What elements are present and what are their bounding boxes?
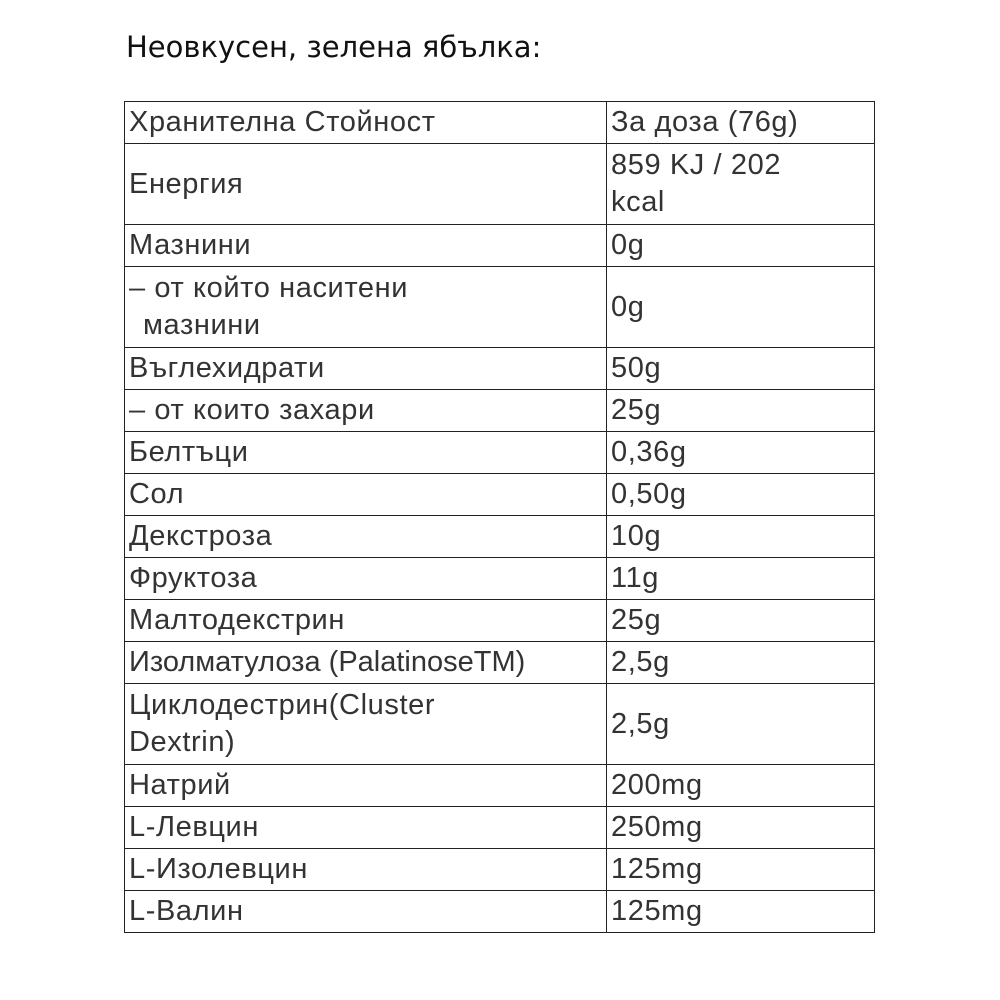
nutrient-name <box>125 642 607 684</box>
nutrient-value-line: kcal <box>611 186 665 218</box>
table-row <box>125 891 875 933</box>
table-row <box>125 807 875 849</box>
nutrient-value-line: 11g <box>611 562 660 594</box>
nutrient-value <box>607 225 875 267</box>
nutrient-name-line: Изолматулоза (PalatinoseTM) <box>129 646 526 678</box>
nutrient-value <box>607 267 875 348</box>
nutrient-name-line: мазнини <box>143 309 261 341</box>
nutrient-value-line: 200mg <box>611 769 703 801</box>
nutrient-name <box>125 432 607 474</box>
nutrient-value-line: 25g <box>611 604 662 636</box>
table-row <box>125 849 875 891</box>
nutrient-name <box>125 558 607 600</box>
nutrient-name-line: Фруктоза <box>129 562 258 594</box>
table-row <box>125 684 875 765</box>
table-row <box>125 390 875 432</box>
nutrient-value-line: 2,5g <box>611 707 670 740</box>
header-value-cell: За доза (76g) <box>607 102 875 144</box>
table-row <box>125 348 875 390</box>
nutrient-value <box>607 765 875 807</box>
nutrient-name <box>125 807 607 849</box>
nutrient-name <box>125 267 607 348</box>
table-row <box>125 474 875 516</box>
nutrient-name-line: L-Валин <box>129 895 244 927</box>
nutrient-value-line: 25g <box>611 394 662 426</box>
nutrient-value-line: 125mg <box>611 853 703 885</box>
table-row <box>125 600 875 642</box>
table-row <box>125 558 875 600</box>
table-row <box>125 267 875 348</box>
nutrient-value <box>607 474 875 516</box>
nutrient-value <box>607 432 875 474</box>
nutrient-value <box>607 849 875 891</box>
nutrient-name-line: Белтъци <box>129 436 249 468</box>
nutrient-value-line: 2,5g <box>611 646 670 678</box>
nutrient-name <box>125 390 607 432</box>
nutrient-name <box>125 891 607 933</box>
nutrient-name-line: Dextrin) <box>129 726 236 758</box>
nutrient-name-line: Сол <box>129 478 185 510</box>
nutrient-name <box>125 144 607 225</box>
nutrient-value-line: 50g <box>611 352 662 384</box>
nutrient-value-line: 250mg <box>611 811 703 843</box>
table-row <box>125 642 875 684</box>
nutrient-name-line: Въглехидрати <box>129 352 325 384</box>
nutrient-name-line: – от който наситени <box>129 272 409 304</box>
table-header-row <box>125 102 875 144</box>
nutrient-name <box>125 348 607 390</box>
nutrient-value <box>607 390 875 432</box>
nutrient-value-line: 125mg <box>611 895 703 927</box>
nutrient-value-line: 0g <box>611 229 645 261</box>
nutrient-name-line: Мазнини <box>129 229 252 261</box>
nutrient-value <box>607 558 875 600</box>
nutrient-name <box>125 600 607 642</box>
nutrient-name-line: Енергия <box>129 167 244 200</box>
nutrient-value <box>607 642 875 684</box>
nutrient-name-line: Малтодекстрин <box>129 604 345 636</box>
nutrient-name <box>125 516 607 558</box>
table-row <box>125 765 875 807</box>
nutrient-name-line: Декстроза <box>129 520 273 552</box>
nutrient-value <box>607 348 875 390</box>
nutrient-value-line: 0,50g <box>611 478 687 510</box>
nutrient-name <box>125 849 607 891</box>
nutrient-name <box>125 765 607 807</box>
page-title: Неовкусен, зелена ябълка: <box>126 30 542 64</box>
nutrient-value <box>607 807 875 849</box>
nutrient-name <box>125 474 607 516</box>
nutrient-value-line: 859 KJ / 202 <box>611 149 782 181</box>
nutrient-value <box>607 144 875 225</box>
nutrient-name <box>125 684 607 765</box>
nutrient-name-line: L-Левцин <box>129 811 259 843</box>
nutrient-name-line: L-Изолевцин <box>129 853 308 885</box>
nutrient-value-line: 10g <box>611 520 662 552</box>
nutrition-table <box>124 101 875 933</box>
nutrient-value-line: 0g <box>611 290 645 323</box>
nutrient-name-line: – от които захари <box>129 394 375 426</box>
table-row <box>125 516 875 558</box>
nutrient-name-line: Натрий <box>129 769 231 801</box>
header-name-cell: Хранителна Стойност <box>125 102 607 144</box>
nutrient-value-line: 0,36g <box>611 436 687 468</box>
nutrient-value <box>607 684 875 765</box>
nutrient-name-line: Циклодестрин(Cluster <box>129 689 436 721</box>
nutrient-value <box>607 600 875 642</box>
nutrient-name <box>125 225 607 267</box>
nutrient-value <box>607 891 875 933</box>
table-row <box>125 144 875 225</box>
table-row <box>125 225 875 267</box>
table-row <box>125 432 875 474</box>
nutrient-value <box>607 516 875 558</box>
